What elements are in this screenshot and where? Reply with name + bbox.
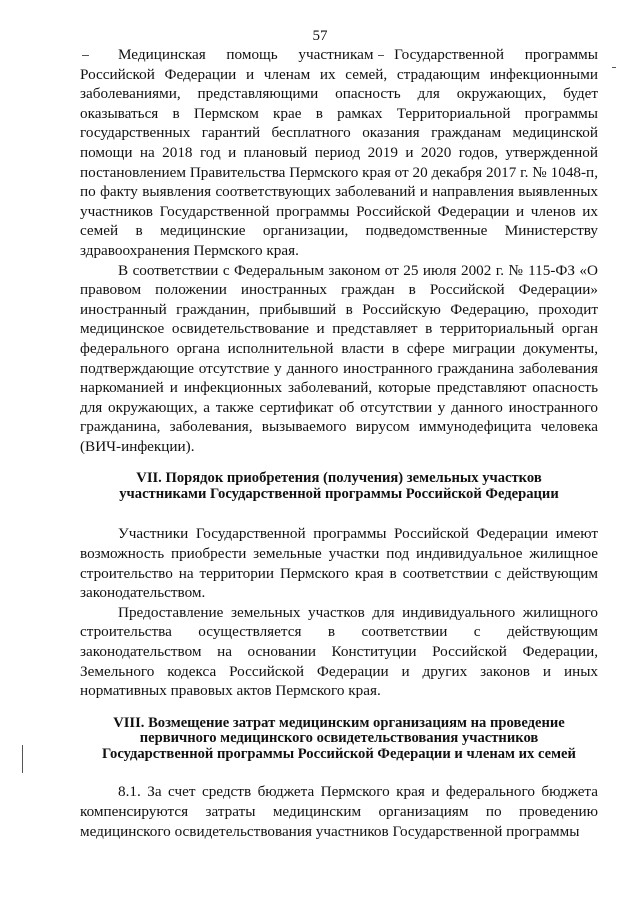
paragraph-medical-care: Медицинская помощь участникам Государственной программы Российской Федерации и членам их семей, страдающим инфекционными заболеваниями, представляющими опасность для окружающих, будет оказываться в Пермском крае в рамках Территориальной программы государственных гарантий бесплатного оказания гражданам медицинской помощи на 2018 год и плановый период 2019 и 2020 годов, утвержденной постановлением Правительства Пермского края от 20 декабря 2017 г. № 1048-п, по факту выявления соответствующих заболеваний и направления выявленных участников Государственной программы Российской Федерации и членов их семей в медицинские организации, подведомственные Министерству здравоохранения Пермского края. [80,46,598,259]
page-number: 57 [312,28,328,44]
scan-mark [22,745,23,773]
section-7-heading-line: VII. Порядок приобретения (получения) земельных участков [136,470,542,487]
paragraph-land-provision: Предоставление земельных участков для индивидуального жилищного строительства осуществляется в соответствии с действующим законодательством на основании Конституции Российской Федерации, Земельного кодекса Российской Федерации и других законов и иных нормативных правовых актов Пермского края. [80,603,598,700]
section-8-heading-line: первичного медицинского освидетельствования участников [139,730,539,747]
document-body [80,45,598,841]
paragraph-federal-law: В соответствии с Федеральным законом от 25 июля 2002 г. № 115-ФЗ «О правовом положении иностранных граждан в Российской Федерации» иностранный гражданин, прибывший в Российскую Федерацию, проходит медицинское освидетельствование и представляет в территориальный орган федерального органа исполнительной власти в сфере миграции документы, подтверждающие отсутствие у данного иностранного гражданина заболевания наркоманией и инфекционных заболеваний, которые представляют опасность для окружающих, а также сертификат об отсутствии у данного иностранного гражданина, заболевания, вызываемого вирусом иммунодефицита человека (ВИЧ-инфекции). [80,261,598,455]
section-8-heading [80,716,598,763]
scan-mark [612,67,616,68]
paragraph-land-possibility: Участники Государственной программы Российской Федерации имеют возможность приобрести земельные участки под индивидуальное жилищное строительство на территории Пермского края в соответствии с действующим законодательством. [80,525,598,602]
section-8-heading-line: VIII. Возмещение затрат медицинским организациям на проведение [113,714,565,731]
section-7-heading [80,471,598,502]
section-7-heading-line: участниками Государственной программы Российской Федерации [119,485,559,502]
section-8-heading-line: Государственной программы Российской Федерации и членам их семей [102,745,576,762]
paragraph-8-1: 8.1. За счет средств бюджета Пермского края и федерального бюджета компенсируются затраты медицинским организациям по проведению медицинского освидетельствования участников Государственной программы [80,783,598,840]
